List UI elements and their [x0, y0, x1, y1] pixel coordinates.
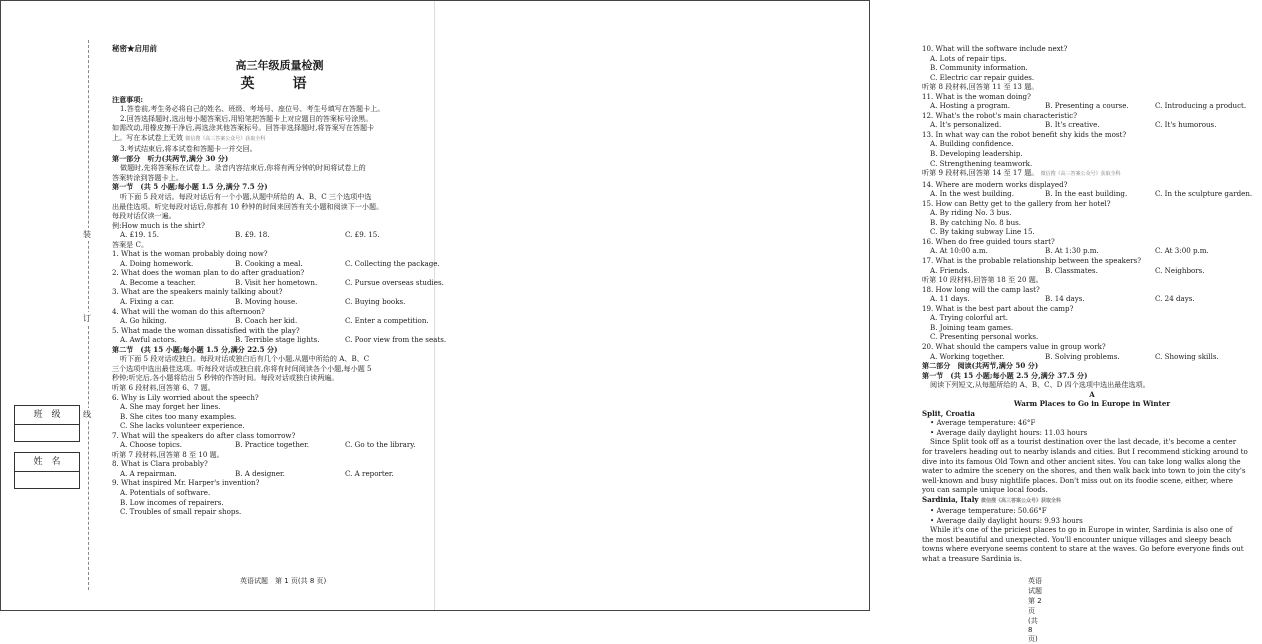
option-text: B. Presenting a course. [1045, 101, 1129, 111]
line-text: 出最佳选项。听完每段对话后,你都有 10 秒钟的时间来回答有关小题和阅读下一小题。 [112, 201, 384, 211]
option-text: B. 14 days. [1045, 294, 1085, 304]
option-text: B. At 1:30 p.m. [1045, 246, 1099, 256]
text-line [922, 399, 1262, 409]
option-text: A. Fixing a car. [120, 297, 175, 307]
line-text: 第二部分 阅读(共两节,满分 50 分) [922, 361, 1039, 371]
option-text: A. 11 days. [930, 294, 970, 304]
option-text: B. Classmates. [1045, 265, 1098, 275]
name-label: 姓 名 [15, 453, 79, 472]
text-line [112, 412, 447, 422]
text-line [922, 208, 1262, 218]
line-text: for travelers heading out to nearby islands and cities. But I recommend sticking around to [922, 446, 1248, 456]
line-text: 18. How long will the camp last? [922, 284, 1040, 294]
line-text: • Average temperature: 46°F [930, 418, 1036, 428]
text-line [112, 421, 447, 431]
text-line [922, 256, 1262, 266]
line-text: 第一节 (共 5 小题;每小题 1.5 分,满分 7.5 分) [112, 182, 268, 192]
text-line [112, 307, 447, 317]
watermark-note: 微信搜《高三答案公众号》获取全科 [981, 497, 1062, 504]
option-text: C. A reporter. [345, 468, 394, 478]
line-text: you can sample unique local foods. [922, 485, 1048, 495]
binding-strip [0, 0, 85, 611]
option-row [922, 101, 1262, 111]
option-text: A. £19. 15. [120, 230, 159, 240]
line-text: 听下面 5 段对话。每段对话后有一个小题,从题中所给的 A、B、C 三个选项中选 [120, 192, 372, 202]
option-text: C. Poor view from the seats. [345, 335, 447, 345]
text-line [922, 237, 1262, 247]
text-line [922, 437, 1262, 447]
text-line [112, 123, 447, 133]
line-text: well-known and busy nightlife places. Don't miss out on its foodie scene, either, where [922, 475, 1233, 485]
option-row [922, 120, 1262, 130]
option-text: A. In the west building. [930, 189, 1014, 199]
option-text: C. It's humorous. [1155, 120, 1217, 130]
line-text: B. Developing leadership. [930, 149, 1023, 159]
option-text: B. Coach her kid. [235, 316, 298, 326]
line-text: While it's one of the priciest places to go in Europe in winter, Sardinia is also one of [930, 525, 1233, 535]
text-line [922, 168, 1262, 180]
text-line [112, 173, 447, 183]
text-line [112, 431, 447, 441]
option-row [922, 352, 1262, 362]
option-text: A. A repairman. [120, 468, 177, 478]
line-text: A. Trying colorful art. [930, 313, 1009, 323]
text-line [922, 111, 1262, 121]
binding-char-ding: 订 [83, 314, 91, 323]
line-text: Sardinia, Italy [922, 494, 979, 504]
text-line [112, 182, 447, 192]
option-text: C. Introducing a product. [1155, 101, 1247, 111]
text-line [922, 130, 1262, 140]
line-text: 14. Where are modern works displayed? [922, 179, 1068, 189]
text-line [112, 221, 447, 231]
option-text: B. Practice together. [235, 440, 309, 450]
line-text: A. By riding No. 3 bus. [930, 208, 1012, 218]
line-text: 注意事项: [112, 94, 143, 104]
text-line [112, 345, 447, 355]
line-text: 秒钟;听完后,各小题将给出 5 秒钟的作答时间。每段对话或独白读两遍。 [112, 373, 339, 383]
option-text: B. Visit her hometown. [235, 277, 318, 287]
line-text: 3. What are the speakers mainly talking about? [112, 287, 283, 297]
option-row [112, 440, 447, 450]
line-text: 2. What does the woman plan to do after graduation? [112, 268, 305, 278]
line-text: 2.回答选择题时,选出每小题答案后,用铅笔把答题卡上对应题目的答案标号涂黑。 [120, 113, 373, 123]
text-line [922, 506, 1262, 516]
line-text: 听第 7 段材料,回答第 8 至 10 题。 [112, 449, 224, 459]
name-blank [15, 472, 79, 488]
text-line [112, 202, 447, 212]
line-text: B. Community information. [930, 63, 1028, 73]
option-text: A. At 10:00 a.m. [930, 246, 988, 256]
line-text: water to admire the scenery on the shores, and then walk back into town to join the city's [922, 466, 1246, 476]
text-line [112, 95, 447, 105]
text-line [922, 428, 1262, 438]
text-line [922, 149, 1262, 159]
text-line [922, 139, 1262, 149]
text-line [112, 114, 447, 124]
text-line [112, 478, 447, 488]
watermark-note: 微信搜《高三答案公众号》获取全科 [185, 135, 266, 142]
line-text: the most beautiful and unexpected. You'll encounter unique villages and sleepy beach [922, 534, 1232, 544]
text-line [112, 73, 447, 95]
option-text: B. In the east building. [1045, 189, 1128, 199]
option-text: C. Pursue overseas studies. [345, 277, 444, 287]
option-text: B. Moving house. [235, 297, 298, 307]
option-text: A. Doing homework. [120, 258, 194, 268]
line-text: 如需改动,用橡皮擦干净后,再选涂其他答案标号。回答非选择题时,将答案写在答题卡 [112, 123, 375, 133]
text-line [922, 535, 1262, 545]
text-line [112, 402, 447, 412]
line-text: • Average daily daylight hours: 11.03 hours [930, 427, 1088, 437]
text-line [112, 144, 447, 154]
line-text: 英 语 [240, 75, 319, 92]
line-text: 1. What is the woman probably doing now? [112, 249, 268, 259]
text-line [922, 199, 1262, 209]
option-text: B. Cooking a meal. [235, 258, 303, 268]
text-line [922, 466, 1262, 476]
text-line [112, 268, 447, 278]
option-text: C. At 3:00 p.m. [1155, 246, 1209, 256]
line-text: 20. What should the campers value in group work? [922, 341, 1106, 351]
line-text: dive into its famous Old Town and other ancient sites. You can take long walks along the [922, 456, 1241, 466]
line-text: C. Strengthening teamwork. [930, 158, 1033, 168]
line-text: 阅读下列短文,从每题所给的 A、B、C、D 四个选项中选出最佳选项。 [930, 380, 1150, 390]
option-text: A. Friends. [930, 265, 970, 275]
text-line [922, 371, 1262, 381]
text-line [922, 380, 1262, 390]
text-line [922, 554, 1262, 564]
text-line [112, 383, 447, 393]
text-line [112, 104, 447, 114]
text-line [112, 326, 447, 336]
right-column [922, 44, 1262, 564]
binding-char-xian: 线 [83, 410, 91, 419]
option-text: C. Showing skills. [1155, 351, 1219, 361]
option-text: A. Go hiking. [120, 316, 167, 326]
text-line [922, 285, 1262, 295]
option-row [922, 246, 1262, 256]
text-line [922, 525, 1262, 535]
text-line [922, 180, 1262, 190]
line-text: 高三年级质量检测 [235, 58, 324, 72]
text-line [922, 418, 1262, 428]
option-text: A. Choose topics. [120, 440, 183, 450]
line-text: 每段对话仅读一遍。 [112, 211, 176, 221]
text-line [112, 133, 447, 145]
left-column [112, 44, 447, 517]
text-line [112, 364, 447, 374]
line-text: 16. When do free guided tours start? [922, 236, 1055, 246]
line-text: • Average temperature: 50.66°F [930, 506, 1047, 516]
text-line [922, 304, 1262, 314]
option-text: C. Collecting the package. [345, 258, 440, 268]
option-row [112, 297, 447, 307]
class-info-box [14, 405, 80, 442]
option-row [112, 259, 447, 269]
line-text: 听第 8 段材料,回答第 11 至 13 题。 [922, 82, 1039, 92]
line-text: 第一部分 听力(共两节,满分 30 分) [112, 153, 229, 163]
line-text: 3.考试结束后,将本试卷和答题卡一并交回。 [120, 144, 257, 154]
option-text: C. Enter a competition. [345, 316, 429, 326]
text-line [922, 44, 1262, 54]
text-line [112, 488, 447, 498]
text-line [922, 323, 1262, 333]
line-text: 19. What is the best part about the camp? [922, 303, 1074, 313]
class-label: 班 级 [15, 406, 79, 425]
line-text: Warm Places to Go in Europe in Winter [1013, 399, 1171, 409]
line-text: 例:How much is the shirt? [112, 220, 205, 230]
text-line [112, 354, 447, 364]
text-line [922, 73, 1262, 83]
option-row [112, 469, 447, 479]
option-text: C. 24 days. [1155, 294, 1195, 304]
line-text: A. She may forget her lines. [120, 402, 221, 412]
text-line [922, 313, 1262, 323]
line-text: • Average daily daylight hours: 9.93 hours [930, 515, 1083, 525]
line-text: 第一节 (共 15 小题;每小题 2.5 分,满分 37.5 分) [922, 370, 1088, 380]
line-text: A. Lots of repair tips. [930, 53, 1007, 63]
line-text: 5. What made the woman dissatisfied with the play? [112, 325, 300, 335]
text-line [112, 240, 447, 250]
option-text: C. Go to the library. [345, 440, 416, 450]
text-line [922, 457, 1262, 467]
option-row [922, 189, 1262, 199]
option-text: A. It's personalized. [930, 120, 1002, 130]
text-line [922, 409, 1262, 419]
option-text: A. Hosting a program. [930, 101, 1011, 111]
text-line [922, 390, 1262, 400]
text-line [922, 54, 1262, 64]
line-text: A [1089, 389, 1095, 399]
option-row [922, 294, 1262, 304]
line-text: B. Joining team games. [930, 322, 1014, 332]
option-text: B. It's creative. [1045, 120, 1100, 130]
left-page [0, 0, 447, 611]
line-text: 1.答卷前,考生务必将自己的姓名、班级、考场号、座位号、考生号填写在答题卡上。 [120, 104, 385, 114]
text-line [112, 459, 447, 469]
option-text: A. Become a teacher. [120, 277, 196, 287]
text-line [922, 544, 1262, 554]
option-text: C. Buying books. [345, 297, 406, 307]
line-text: B. She cites too many examples. [120, 411, 237, 421]
option-text: B. A designer. [235, 468, 285, 478]
line-text: 听第 6 段材料,回答第 6、7 题。 [112, 382, 215, 392]
line-text: 12. What's the robot's main characteristic? [922, 110, 1078, 120]
text-line [922, 495, 1262, 507]
text-line [112, 249, 447, 259]
text-line [922, 476, 1262, 486]
text-line [922, 361, 1262, 371]
text-line [112, 192, 447, 202]
option-text: C. Neighbors. [1155, 265, 1205, 275]
line-text: 15. How can Betty get to the gallery from her hotel? [922, 198, 1111, 208]
text-line [922, 342, 1262, 352]
option-row [922, 266, 1262, 276]
left-page-footer: 英语试题 第 1 页(共 8 页) [240, 577, 327, 585]
option-text: A. Awful actors. [120, 335, 177, 345]
line-text: 三个选项中选出最佳选项。听每段对话或独白前,你将有时间阅读各个小题,每小题 5 [112, 363, 372, 373]
text-line [112, 498, 447, 508]
line-text: 9. What inspired Mr. Harper's invention? [112, 478, 260, 488]
line-text: C. Electric car repair guides. [930, 72, 1035, 82]
option-row [112, 316, 447, 326]
text-line [922, 92, 1262, 102]
class-blank [15, 425, 79, 441]
text-line [922, 516, 1262, 526]
line-text: 答案转涂到答题卡上。 [112, 172, 183, 182]
line-text: 11. What is the woman doing? [922, 91, 1031, 101]
text-line [112, 450, 447, 460]
line-text: 做题时,先将答案标在试卷上。录音内容结束后,你将有两分钟的时间将试卷上的 [120, 163, 366, 173]
text-line [112, 58, 447, 73]
line-text: A. Potentials of software. [120, 487, 211, 497]
text-line [112, 163, 447, 173]
line-text: C. Presenting personal works. [930, 332, 1039, 342]
text-line [112, 507, 447, 517]
text-line [922, 63, 1262, 73]
option-text: B. £9. 18. [235, 230, 270, 240]
line-text: towns where everyone seems content to stare at the waves. Go before everyone finds out [922, 544, 1244, 554]
option-row [112, 230, 447, 240]
text-line [922, 218, 1262, 228]
text-line [922, 485, 1262, 495]
line-text: 8. What is Clara probably? [112, 459, 208, 469]
text-line [922, 332, 1262, 342]
line-text: 13. In what way can the robot benefit shy kids the most? [922, 129, 1127, 139]
option-text: C. £9. 15. [345, 230, 380, 240]
option-text: A. Working together. [930, 351, 1005, 361]
text-line [922, 227, 1262, 237]
line-text: B. By catching No. 8 bus. [930, 217, 1022, 227]
line-text: 17. What is the probable relationship between the speakers? [922, 256, 1142, 266]
line-text: 听下面 5 段对话或独白。每段对话或独白后有几个小题,从题中所给的 A、B、C [120, 354, 370, 364]
option-row [112, 335, 447, 345]
line-text: 听第 10 段材料,回答第 18 至 20 题。 [922, 275, 1043, 285]
option-text: C. In the sculpture garden. [1155, 189, 1253, 199]
text-line [922, 82, 1262, 92]
line-text: C. She lacks volunteer experience. [120, 421, 245, 431]
text-line [112, 44, 447, 54]
text-line [112, 154, 447, 164]
line-text: 10. What will the software include next? [922, 44, 1068, 53]
watermark-note: 微信搜《高三答案公众号》获取全科 [1040, 171, 1121, 178]
text-line [112, 211, 447, 221]
line-text: 答案是 C。 [112, 239, 149, 249]
line-text: 上。写在本试卷上无效 [112, 132, 183, 142]
text-line [922, 275, 1262, 285]
option-text: B. Solving problems. [1045, 351, 1120, 361]
option-text: B. Terrible stage lights. [235, 335, 320, 345]
line-text: 7. What will the speakers do after class tomorrow? [112, 430, 296, 440]
line-text: what a treasure Sardinia is. [922, 553, 1022, 563]
line-text: C. By taking subway Line 15. [930, 227, 1035, 237]
text-line [922, 447, 1262, 457]
line-text: 第二节 (共 15 小题;每小题 1.5 分,满分 22.5 分) [112, 344, 278, 354]
text-line [112, 373, 447, 383]
text-line [112, 393, 447, 403]
line-text: 6. Why is Lily worried about the speech? [112, 392, 259, 402]
text-line [112, 287, 447, 297]
right-page [435, 0, 1253, 643]
line-text: 秘密★启用前 [112, 44, 157, 53]
line-text: B. Low incomes of repairers. [120, 497, 224, 507]
line-text: 4. What will the woman do this afternoon? [112, 306, 265, 316]
line-text: Split, Croatia [922, 408, 975, 418]
option-row [112, 278, 447, 288]
line-text: C. Troubles of small repair shops. [120, 507, 242, 517]
line-text: 听第 9 段材料,回答第 14 至 17 题。 [922, 168, 1039, 178]
binding-char-zhuang: 装 [83, 230, 91, 239]
name-info-box [14, 452, 80, 489]
text-line [922, 159, 1262, 169]
right-page-footer: 英语试题 第 2 页(共 8 页) [1028, 577, 1049, 643]
line-text: A. Building confidence. [930, 139, 1014, 149]
line-text: Since Split took off as a tourist destination over the last decade, it's become a center [930, 437, 1237, 447]
